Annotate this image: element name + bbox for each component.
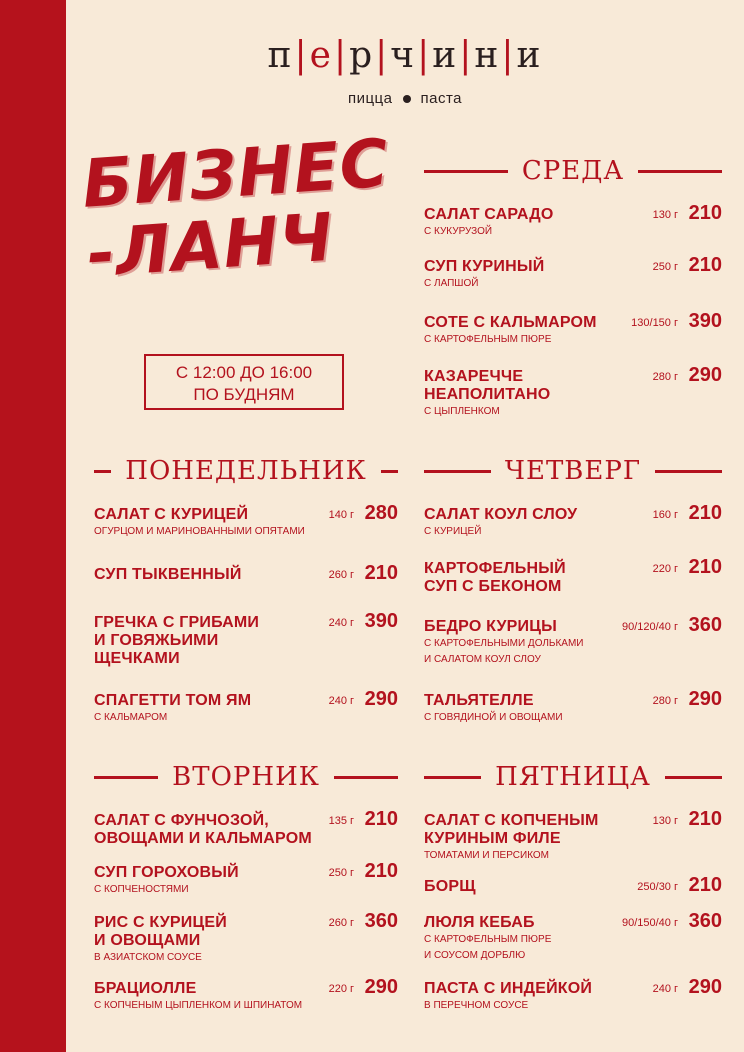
item-description: С ЛАПШОЙ	[424, 278, 479, 289]
tagline-pizza: пицца	[347, 90, 393, 107]
tagline-pasta: паста	[420, 90, 463, 107]
divider	[334, 776, 398, 779]
logo-letter: п	[267, 35, 294, 76]
menu-item	[424, 976, 722, 1014]
item-price: 290	[688, 976, 722, 998]
divider	[424, 170, 508, 173]
item-price: 210	[364, 808, 398, 830]
logo-sep: |	[459, 35, 474, 76]
logo-sep: |	[333, 35, 349, 76]
divider	[424, 776, 481, 779]
divider	[665, 776, 722, 779]
logo-letter: и	[516, 35, 543, 76]
item-description: С КАЛЬМАРОМ	[94, 712, 168, 723]
item-weight: 250/30 г	[637, 881, 678, 893]
item-description: С КОПЧЕНЫМ ЦЫПЛЕНКОМ И ШПИНАТОМ	[94, 1000, 303, 1011]
item-price: 290	[688, 688, 722, 710]
item-price: 210	[688, 254, 722, 276]
menu-item	[424, 202, 722, 240]
divider	[381, 470, 398, 473]
title-line-1: БИЗНЕС	[79, 124, 392, 223]
divider	[94, 776, 158, 779]
section-title: ВТОРНИК	[172, 762, 320, 792]
item-price: 280	[364, 502, 398, 524]
logo-sep: |	[417, 35, 432, 76]
item-price: 390	[688, 310, 722, 332]
logo-sep: |	[375, 35, 390, 76]
section-title: ПОНЕДЕЛЬНИК	[125, 456, 367, 486]
item-name: ЛЮЛЯ КЕБАБ	[424, 914, 535, 931]
item-price: 210	[688, 202, 722, 224]
logo-letter: и	[432, 35, 459, 76]
menu-item	[94, 502, 398, 540]
menu-item	[424, 254, 722, 292]
section-title: ЧЕТВЕРГ	[504, 456, 642, 486]
item-description: С ГОВЯДИНОЙ И ОВОЩАМИ	[424, 712, 563, 723]
divider	[638, 170, 722, 173]
item-weight: 220 г	[328, 983, 354, 995]
item-price: 210	[688, 874, 722, 896]
menu-item	[424, 808, 722, 864]
page-title	[79, 124, 409, 293]
item-price: 210	[364, 860, 398, 882]
item-name: САЛАТ С КУРИЦЕЙ	[94, 506, 249, 523]
item-weight: 220 г	[652, 563, 678, 575]
logo-sep: |	[501, 35, 516, 76]
side-stripe	[0, 0, 66, 1052]
divider	[655, 470, 722, 473]
divider	[424, 470, 491, 473]
item-name: БЕДРО КУРИЦЫ	[424, 618, 557, 635]
item-weight: 130 г	[652, 209, 678, 221]
item-weight: 260 г	[328, 569, 354, 581]
item-price: 290	[364, 688, 398, 710]
section-header	[424, 762, 722, 792]
item-price: 360	[364, 910, 398, 932]
item-name: САЛАТ С ФУНЧОЗОЙ, ОВОЩАМИ И КАЛЬМАРОМ	[94, 812, 312, 847]
item-weight: 240 г	[328, 617, 354, 629]
menu-item	[94, 610, 398, 668]
section-tuesday	[94, 762, 398, 1042]
logo-letter: ч	[390, 35, 417, 76]
item-price: 210	[688, 808, 722, 830]
dot-icon	[403, 95, 411, 103]
logo-letter: р	[349, 35, 375, 76]
menu-item	[94, 562, 398, 584]
item-weight: 135 г	[328, 815, 354, 827]
item-weight: 90/150/40 г	[621, 917, 678, 929]
item-name: САЛАТ С КОПЧЕНЫМ КУРИНЫМ ФИЛЕ	[424, 812, 599, 847]
logo	[66, 34, 744, 78]
menu-item	[94, 860, 398, 898]
item-name: БРАЦИОЛЛЕ	[94, 980, 197, 997]
logo-letter: н	[474, 35, 501, 76]
menu-item	[424, 874, 722, 896]
logo-sep: |	[294, 35, 309, 76]
section-thursday	[424, 456, 722, 736]
section-header	[424, 156, 722, 186]
section-header	[424, 456, 722, 486]
item-weight: 140 г	[328, 509, 354, 521]
item-price: 210	[688, 556, 722, 578]
item-description: В АЗИАТСКОМ СОУСЕ	[94, 952, 202, 963]
section-header	[94, 456, 398, 486]
item-name: ГРЕЧКА С ГРИБАМИ И ГОВЯЖЬИМИ ЩЕЧКАМИ	[94, 614, 260, 667]
item-weight: 160 г	[652, 509, 678, 521]
item-weight: 280 г	[652, 371, 678, 383]
menu-item	[424, 310, 722, 348]
section-header	[94, 762, 398, 792]
item-weight: 240 г	[652, 983, 678, 995]
item-description: С КАРТОФЕЛЬНЫМИ ДОЛЬКАМИ И САЛАТОМ КОУЛ СЛОУ	[424, 638, 584, 665]
item-price: 390	[364, 610, 398, 632]
item-price: 210	[364, 562, 398, 584]
section-friday	[424, 762, 722, 1042]
item-name: КАРТОФЕЛЬНЫЙ СУП С БЕКОНОМ	[424, 560, 566, 595]
menu-item	[94, 910, 398, 966]
item-name: СПАГЕТТИ ТОМ ЯМ	[94, 692, 252, 709]
item-name: СУП КУРИНЫЙ	[424, 258, 545, 275]
hours-box	[144, 354, 344, 410]
item-name: САЛАТ САРАДО	[424, 206, 554, 223]
item-name: СУП ТЫКВЕННЫЙ	[94, 566, 242, 583]
item-description: С КУРИЦЕЙ	[424, 526, 482, 537]
item-description: ОГУРЦОМ И МАРИНОВАННЫМИ ОПЯТАМИ	[94, 526, 305, 537]
item-description: В ПЕРЕЧНОМ СОУСЕ	[424, 1000, 529, 1011]
menu-item	[424, 556, 722, 596]
title-line-2: -ЛАНЧ	[84, 198, 337, 293]
item-weight: 240 г	[328, 695, 354, 707]
menu-item	[424, 688, 722, 726]
divider	[94, 470, 111, 473]
section-title: СРЕДА	[521, 156, 625, 186]
item-price: 360	[688, 910, 722, 932]
menu-item	[424, 364, 722, 420]
menu-item	[424, 614, 722, 668]
section-monday	[94, 456, 398, 736]
item-name: КАЗАРЕЧЧЕ НЕАПОЛИТАНО	[424, 368, 551, 403]
menu-item	[424, 502, 722, 540]
item-description: С КАРТОФЕЛЬНЫМ ПЮРЕ	[424, 334, 552, 345]
item-price: 290	[688, 364, 722, 386]
item-name: САЛАТ КОУЛ СЛОУ	[424, 506, 578, 523]
item-weight: 260 г	[328, 917, 354, 929]
item-name: РИС С КУРИЦЕЙ И ОВОЩАМИ	[94, 914, 227, 949]
menu-item	[94, 688, 398, 726]
menu-item	[94, 976, 398, 1014]
brand-header	[66, 34, 744, 107]
hours-line-1: С 12:00 ДО 16:00	[175, 363, 313, 382]
item-weight: 250 г	[328, 867, 354, 879]
item-price: 360	[688, 614, 722, 636]
item-weight: 250 г	[652, 261, 678, 273]
menu-item	[424, 910, 722, 964]
item-price: 210	[688, 502, 722, 524]
hours-line-2: ПО БУДНЯМ	[193, 385, 295, 404]
item-price: 290	[364, 976, 398, 998]
item-name: БОРЩ	[424, 878, 476, 895]
section-title: ПЯТНИЦА	[495, 762, 651, 792]
menu-item	[94, 808, 398, 848]
item-description: С КОПЧЕНОСТЯМИ	[94, 884, 189, 895]
item-description: С КАРТОФЕЛЬНЫМ ПЮРЕ И СОУСОМ ДОРБЛЮ	[424, 934, 552, 961]
item-description: ТОМАТАМИ И ПЕРСИКОМ	[424, 850, 550, 861]
item-weight: 280 г	[652, 695, 678, 707]
item-name: ТАЛЬЯТЕЛЛЕ	[424, 692, 534, 709]
item-name: ПАСТА С ИНДЕЙКОЙ	[424, 980, 593, 997]
item-name: СОТЕ С КАЛЬМАРОМ	[424, 314, 597, 331]
item-weight: 90/120/40 г	[621, 621, 678, 633]
item-weight: 130 г	[652, 815, 678, 827]
item-weight: 130/150 г	[631, 317, 678, 329]
item-name: СУП ГОРОХОВЫЙ	[94, 864, 239, 881]
section-wednesday	[424, 156, 722, 436]
tagline	[66, 90, 744, 107]
item-description: С ЦЫПЛЕНКОМ	[424, 406, 500, 417]
item-description: С КУКУРУЗОЙ	[424, 226, 493, 237]
logo-letter: е	[309, 35, 333, 76]
